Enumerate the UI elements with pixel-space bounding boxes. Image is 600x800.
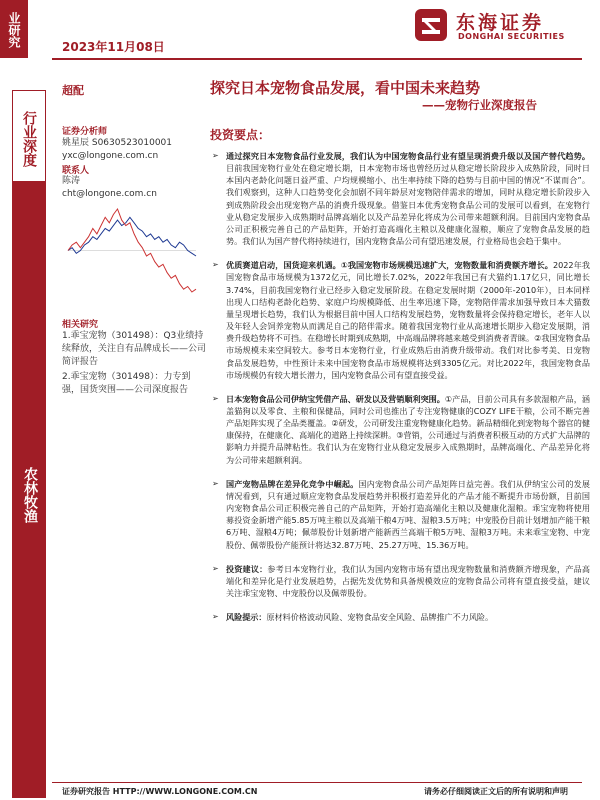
bullet-arrow-icon: ➢: [212, 151, 219, 160]
bullet-lead: 投资建议：: [226, 563, 268, 574]
related-research-item[interactable]: 1.乖宝宠物（301498）：Q3业绩持续释放，关注自有品牌成长——公司简评报告: [62, 331, 207, 367]
footer-disclaimer: 请务必仔细阅读正文后的所有说明和声明: [424, 787, 568, 796]
performance-line-chart: [62, 203, 202, 298]
left-sidebar: [0, 0, 52, 800]
list-item: [210, 478, 590, 551]
sector-label: 农林牧渔: [12, 182, 46, 798]
logo-english-name: DONGHAI SECURITIES: [458, 32, 565, 41]
bullet-text: 国内宠物食品公司产品矩阵日益完善。我们从伊纳宝公司的发展情况看到，只有通过顺应宠物食品发展趋势并积极打造差异化的产品才能不断提升市场份额，目前国内宠物食品公司正积极完善自己的产品矩阵，开始打造高端化主粮以及健康化湿粮。乖宝宠物将使用募投资金新增产能5.85万吨主粮以及高端干粮4万吨、湿粮3.5万吨；中宠股份目前计划增加产能干粮6万吨、湿粮4万吨；佩蒂股份计划新增产能新西兰高端干粮5万吨、湿粮3万吨。未来乖宝宠物、中宠股份、佩蒂股份产能预计将达32.87万吨、25.27万吨、15.36万吨。: [226, 478, 590, 550]
bullet-text: 原材料价格波动风险、宠物食品安全风险、品牌推广不力风险。: [266, 612, 494, 623]
analyst-heading: 证券分析师: [62, 127, 108, 137]
report-title: 探究日本宠物食品发展，看中国未来趋势: [210, 79, 481, 97]
list-item: [210, 563, 590, 599]
report-date: 2023年11月08日: [62, 40, 165, 54]
bullet-text: 目前我国宠物行业处在稳定增长期，日本宠物市场也曾经历过从稳定增长阶段步入成熟阶段，同时日本国内老龄化问题日益严重、户均规模缩小、出生率持续下降的趋势与目前中国的情况“不谋而合”。我们观察到，这种人口趋势变化会加剧不同年龄层对宠物陪伴需求的增加，同时从稳定增长阶段步入到成熟阶段会出现宠物产品的消费升级现象。借鉴日本优秀宠物食品公司的发展可以看到，在宠物行业从稳定发展步入成熟期时品牌高端化以及产品差异化将成为公司带来超额利润。目前国内宠物食品公司正积极完善自己的产品矩阵，开始打造高端化主粮以及健康化湿粮，顺应了宠物食品发展的趋势。我们认为国产替代将持续进行，国内宠物食品公司有望迅速发展，行业格局也会趋于集中。: [226, 163, 590, 247]
bullet-text: 参考日本宠物行业，我们认为国内宠物市场有望出现宠物数量和消费额齐增现象，产品高端化和差异化是行业发展趋势，占据先发优势和具备规模效应的宠物食品公司将有望直接受益，建议关注乖宝宠物、中宠股份以及佩蒂股份。: [226, 563, 590, 598]
bullet-arrow-icon: ➢: [212, 393, 219, 403]
company-logo: [414, 8, 574, 46]
related-research-heading: 相关研究: [62, 320, 99, 330]
bullet-arrow-icon: ➢: [212, 260, 219, 270]
investment-rating: 超配: [62, 84, 84, 97]
list-item: [210, 150, 590, 247]
header-divider: [52, 58, 582, 60]
list-item: [210, 393, 590, 466]
bullet-arrow-icon: ➢: [212, 563, 219, 573]
footer-website[interactable]: 证券研究报告 HTTP://WWW.LONGONE.COM.CN: [62, 787, 258, 796]
investment-points-heading: 投资要点：: [210, 128, 271, 142]
bullet-arrow-icon: ➢: [212, 612, 219, 622]
contact-email[interactable]: cht@longone.com.cn: [62, 189, 157, 199]
bullet-text: 2022年我国宠物食品市场规模为1372亿元，同比增长7.02%，2022年我国已有犬猫约1.17亿只，同比增长3.74%，目前我国宠物行业已经步入稳定发展阶段。在稳定发展时期（2000年-2010年），日本同样出现人口结构老龄化趋势、家庭户均规模降低、出生率迅速下降，宠物陪伴需求加强导致日本犬猫数量呈现增长趋势，我们认为根据目前中国人口结构发展趋势，宠物数量将会保持稳定增长，老年人以及年轻人会饲养宠物从而满足自己的陪伴需求。随着我国宠物行业从高速增长期步入稳定发展期，消费升级趋势将不可挡。在稳增长时期到成熟期，中高端品牌将越来越受到消费者青睐。②我国宠物食品市场规模未来空间较大。参考日本宠物行业，行业成熟后由消费升级带动。我们对比参考美、日宠物食品发展趋势，中性预计未来中国宠物食品市场规模将达到3305亿元。对比2022年，我国宠物食品市场规模仍有较大增长潜力，国内宠物食品公司有望直接受益。: [226, 260, 590, 380]
logo-seal-icon: [414, 8, 448, 42]
analyst-email[interactable]: yxc@longone.com.cn: [62, 151, 159, 161]
contact-heading: 联系人: [62, 166, 90, 176]
bullet-lead: 日本宠物食品公司伊纳宝凭借产品、研发以及营销顺利突围。: [226, 393, 445, 404]
contact-name: 陈涛: [62, 176, 81, 186]
industry-depth-label: 行业深度: [12, 90, 46, 182]
investment-points-list: [210, 150, 590, 635]
report-type-tag: 业研究: [0, 0, 28, 58]
related-research-list: [62, 330, 208, 399]
related-research-item[interactable]: 2.乖宝宠物（301498）：力专到强，国货突围——公司深度报告: [62, 372, 191, 395]
bullet-lead: 国产宠物品牌在差异化竞争中崛起。: [226, 478, 359, 489]
bullet-lead: 通过探究日本宠物食品行业发展，我们认为中国宠物食品行业有望呈现消费升级以及国产替代趋势。: [226, 151, 590, 161]
list-item: [210, 611, 590, 623]
analyst-name-license: 姚星辰 S0630523010001: [62, 138, 173, 148]
bullet-text: ①产品，目前公司具有多款湿粮产品，涵盖猫狗以及零食、主粮和保健品，同时公司也推出了专注宠物健康的COZY LIFE干粮，公司不断完善产品矩阵实现了全品类覆盖。②研发，公司研发注重宠物健康化趋势。新品精细化到宠物每个器官的健康保持，在健康化、高端化的道路上持续深耕。③营销，公司通过与消费者积极互动的方式扩大品牌的影响力并提升品牌粘性。我们认为在宠物行业从稳定发展步入成熟期时，品牌高端化、产品差异化将为公司带来超额利润。: [226, 393, 590, 465]
bullet-arrow-icon: ➢: [212, 478, 219, 488]
footer-divider: [52, 782, 582, 783]
bullet-lead: 风险提示：: [226, 612, 267, 623]
list-item: [210, 259, 590, 381]
bullet-lead: 优质赛道启动，国货迎来机遇。①我国宠物市场规模迅速扩大，宠物数量和消费额齐增长。: [226, 260, 553, 271]
chart-series-line-0: [68, 217, 196, 256]
report-subtitle: ——宠物行业深度报告: [422, 98, 537, 112]
logo-chinese-name: 东海证券: [456, 12, 545, 34]
